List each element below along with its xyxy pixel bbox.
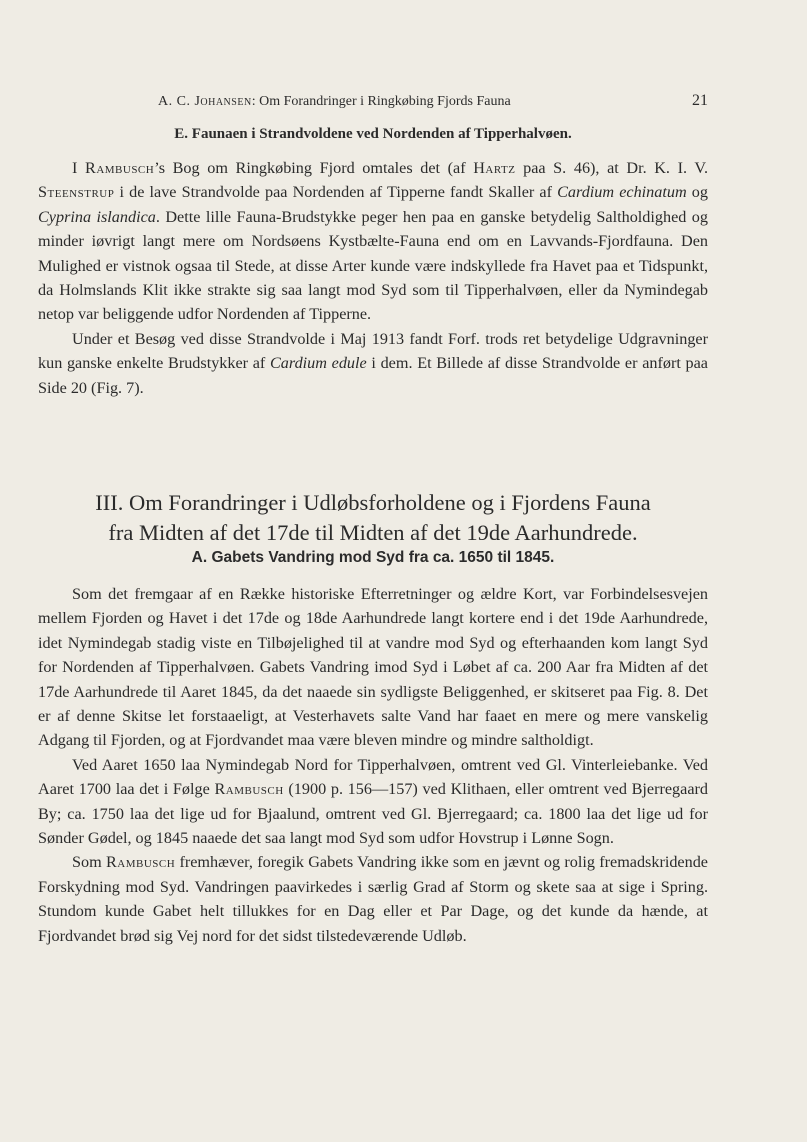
subsection-a-heading: A. Gabets Vandring mod Syd fra ca. 1650 til 1845. [191, 549, 555, 566]
running-header [38, 92, 708, 110]
chapter-title-line-1: III. Om Forandringer i Udløbsforholdene og i Fjordens Fauna [95, 490, 651, 515]
chapter-paragraph-3: Som Rambusch fremhæver, foregik Gabets Vandring ikke som en jævnt og rolig fremadskridende Forskydning mod Syd. Vandringen paavirkedes i særlig Grad af Storm og skete saa at sige i Spring. Stundom kunde Gabet helt tillukkes for en Dag eller et Par Dage, og det kunde da hænde, at Fjordvandet brød sig Vej nord for det sidst tilstedeværende Udløb. [38, 853, 708, 945]
chapter-paragraph-1: Som det fremgaar af en Række historiske Efterretninger og ældre Kort, var Forbindelsesvejen mellem Fjorden og Havet i det 17de og 18de Aarhundrede langt kortere end i det 19de Aarhundrede, idet Nymindegab stadig viste en Tilbøjelighed til at vandre mod Syd og efterhaanden kom langt Syd for Nordenden af Tipperhalvøen. Gabets Vandring imod Syd i Løbet af ca. 200 Aar fra Midten af det 17de Aarhundrede til Aaret 1845, da det naaede sin sydligste Beliggenhed, er skitseret paa Fig. 8. Det er af denne Skitse let forstaaeligt, at Vesterhavets salte Vand har faaet en mere og mere vanskelig Adgang til Fjorden, og at Fjordvandet maa være bleven mindre og mindre saltholdigt. [38, 585, 708, 750]
section-e-body [38, 156, 708, 400]
chapter-title-line-2: fra Midten af det 17de til Midten af det 19de Aarhundrede. [108, 520, 638, 545]
chapter-body [38, 582, 708, 948]
header-author: A. C. Johansen [158, 94, 252, 109]
author-name: Hartz [473, 159, 516, 177]
section-e-heading: E. Faunaen i Strandvoldene ved Nordenden af Tipperhalvøen. [174, 126, 572, 142]
author-name: Rambusch [85, 159, 155, 177]
chapter-paragraph-2: Ved Aaret 1650 laa Nymindegab Nord for Tipperhalvøen, omtrent ved Gl. Vinterleiebanke. Ved Aaret 1700 laa det i Følge Rambusch (1900 p. 156—157) ved Klithaen, eller omtrent ved Bjerregaard By; ca. 1750 laa det lige ud for Bjaalund, omtrent ved Gl. Bjerregaard; ca. 1800 laa det lige ud for Sønder Gødel, og 1845 naaede det saa langt mod Syd som udfor Hovstrup i Lønne Sogn. [38, 755, 709, 848]
header-title: Om Forandringer i Ringkøbing Fjords Fauna [259, 94, 511, 109]
author-name: Steenstrup [38, 183, 115, 202]
author-name: Rambusch [214, 780, 284, 799]
species-name: Cyprina islandica [38, 207, 156, 226]
section-e-paragraph-1: I Rambusch’s Bog om Ringkøbing Fjord omtales det (af Hartz paa S. 46), at Dr. K. I. V. Steenstrup i de lave Strandvolde paa Nordenden af Tipperne fandt Skaller af Cardium echinatum og Cyprina islandica. Dette lille Fauna-Brudstykke peger hen paa en ganske betydelig Saltholdighed og minder iøvrigt langt mere om Nordsøens Kystbælte-Fauna end om en Lavvands-Fjordfauna. Den Mulighed er vistnok ogsaa til Stede, at disse Arter kunde være indskyllede fra Havet paa et Tidspunkt, da Holmslands Klit ikke strakte sig saa langt mod Syd som til Tipperhalvøen, eller da Nymindegab netop var beliggende udfor Nordenden af Tipperne. [38, 159, 708, 324]
chapter-title [38, 488, 708, 548]
running-title: A. C. Johansen: Om Forandringer i Ringkøbing Fjords Fauna [158, 94, 511, 109]
section-e-paragraph-2: Under et Besøg ved disse Strandvolde i Maj 1913 fandt Forf. trods ret betydelige Udgravninger kun ganske enkelte Brudstykker af Cardium edule i dem. Et Billede af disse Strandvolde er anført paa Side 20 (Fig. 7). [38, 329, 708, 397]
page-number: 21 [692, 92, 708, 109]
author-name: Rambusch [105, 853, 176, 872]
species-name: Cardium echinatum [557, 183, 687, 202]
species-name: Cardium edule [270, 354, 367, 373]
